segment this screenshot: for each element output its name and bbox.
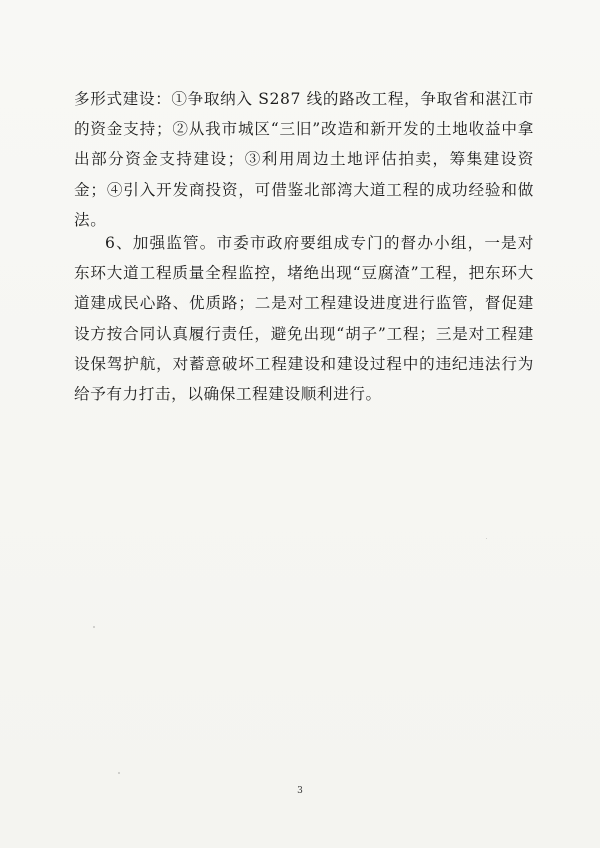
scan-speck <box>118 772 120 774</box>
scan-speck <box>486 538 487 539</box>
page-number: 3 <box>297 786 303 796</box>
scan-speck <box>93 626 95 628</box>
paragraph-funding-methods: 多形式建设：①争取纳入 S287 线的路改工程，争取省和湛江市的资金支持；②从我市城区“三旧”改造和新开发的土地收益中拿出部分资金支持建设；③利用周边土地评估拍卖，筹集建设资金；④引入开发商投资，可借鉴北部湾大道工程的成功经验和做法。 <box>74 90 534 229</box>
paragraph-strengthen-supervision: 6、加强监管。市委市政府要组成专门的督办小组，一是对东环大道工程质量全程监控，堵绝出现“豆腐渣”工程，把东环大道建成民心路、优质路；二是对工程建设进度进行监管，督促建设方按合同认真履行责任，避免出现“胡子”工程；三是对工程建设保驾护航，对蓄意破坏工程建设和建设过程中的违纪违法行为给予有力打击，以确保工程建设顺利进行。 <box>74 234 534 404</box>
